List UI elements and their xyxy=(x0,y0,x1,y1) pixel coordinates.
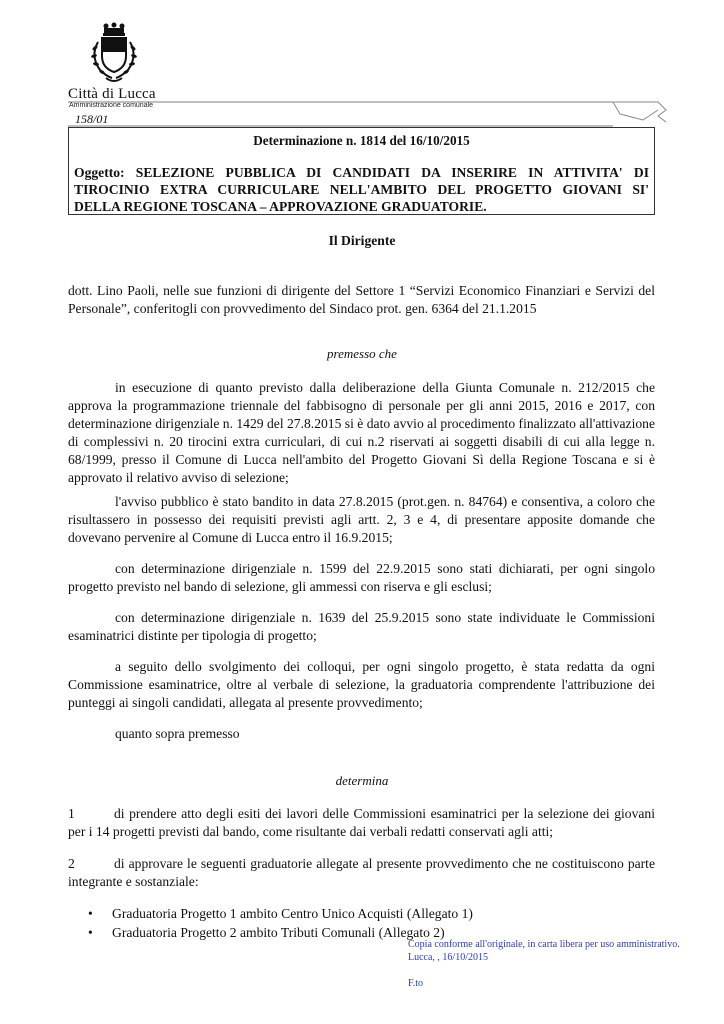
subject-text: Oggetto: SELEZIONE PUBBLICA DI CANDIDATI DA INSERIRE IN ATTIVITA' DI TIROCINIO EXTRA CURRICULARE NELL'AMBITO DEL PROGETTO GIOVANI SI' DELLA REGIONE TOSCANA – APPROVAZIONE GRADUATORIE. xyxy=(74,165,649,214)
item-number: 2 xyxy=(68,856,75,871)
conformity-stamp-signature: F.to xyxy=(408,978,424,989)
determination-title: Determinazione n. 1814 del 16/10/2015 xyxy=(253,133,470,148)
bullet-icon: • xyxy=(88,906,93,921)
determina-heading: determina xyxy=(335,773,389,788)
bullet-text: Graduatoria Progetto 2 ambito Tributi Comunali (Allegato 2) xyxy=(112,925,445,940)
premesso-paragraph-1: in esecuzione di quanto previsto dalla deliberazione della Giunta Comunale n. 212/2015 che approva la programmazione triennale del fabbisogno di personale per gli anni 2015, 2016 e 2017, con determinazione dirigenziale n. 1429 del 27.8.2015 si è dato avvio al procedimento finalizzato all'attivazione di complessivi n. 20 tirocini extra curriculari, di cui n.2 riservati ai soggetti disabili di cui alla legge n. 68/1999, presso il Comune di Lucca nell'ambito del Progetto Giovani Sì della Regione Toscana e si è approvato il relativo avviso di selezione; xyxy=(68,380,655,485)
premesso-paragraph-3: con determinazione dirigenziale n. 1599 del 22.9.2015 sono stati dichiarati, per ogni singolo progetto previsto nel bando di selezione, gli ammessi con riserva e gli esclusi; xyxy=(68,561,655,594)
item-text: di approvare le seguenti graduatorie allegate al presente provvedimento che ne costituiscono parte integrante e sostanziale: xyxy=(68,856,655,889)
intro-paragraph: dott. Lino Paoli, nelle sue funzioni di dirigente del Settore 1 “Servizi Economico Finanziari e Servizi del Personale”, conferitogli con provvedimento del Sindaco prot. gen. 6364 del 21.1.2015 xyxy=(68,283,655,316)
premesso-paragraph-2: l'avviso pubblico è stato bandito in data 27.8.2015 (prot.gen. n. 84764) e consentiva, a coloro che risultassero in possesso dei requisiti previsti agli artt. 2, 3 e 4, di presentare apposite domande che dovevano pervenire al Comune di Lucca entro il 16.9.2015; xyxy=(68,494,655,545)
list-item xyxy=(88,906,473,922)
city-name: Città di Lucca xyxy=(68,86,156,102)
premesso-paragraph-4: con determinazione dirigenziale n. 1639 del 25.9.2015 sono state individuate le Commissioni esaminatrici distinte per tipologia di progetto; xyxy=(68,610,655,643)
dirigente-heading: Il Dirigente xyxy=(328,233,396,248)
determina-item-1 xyxy=(68,805,655,841)
conformity-stamp-line1: Copia conforme all'originale, in carta libera per uso amministrativo. xyxy=(408,939,680,950)
premesso-paragraph-5: a seguito dello svolgimento dei colloqui, per ogni singolo progetto, è stata redatta da ogni Commissione esaminatrice, oltre al verbale di selezione, la graduatoria comprendente l'attribuzione dei punteggi ai singoli candidati, allegata al presente provvedimento; xyxy=(68,659,655,710)
item-text: di prendere atto degli esiti dei lavori delle Commissioni esaminatrici per la selezione dei giovani per i 14 progetti previsti dal bando, come risultante dai verbali redatti conservati agli atti; xyxy=(68,806,655,839)
item-number: 1 xyxy=(68,806,75,821)
protocol-number: 158/01 xyxy=(75,112,109,126)
bullet-text: Graduatoria Progetto 1 ambito Centro Unico Acquisti (Allegato 1) xyxy=(112,906,473,921)
premesso-heading: premesso che xyxy=(327,346,397,361)
subject-box xyxy=(68,127,655,215)
premesso-closing: quanto sopra premesso xyxy=(115,726,240,741)
header-rule xyxy=(68,100,672,130)
admin-label: Amministrazione comunale xyxy=(69,102,154,109)
city-crest-logo xyxy=(84,22,144,88)
list-item xyxy=(88,925,445,941)
determina-item-2 xyxy=(68,855,655,891)
bullet-icon: • xyxy=(88,925,93,940)
conformity-stamp-line2: Lucca, , 16/10/2015 xyxy=(408,952,488,963)
